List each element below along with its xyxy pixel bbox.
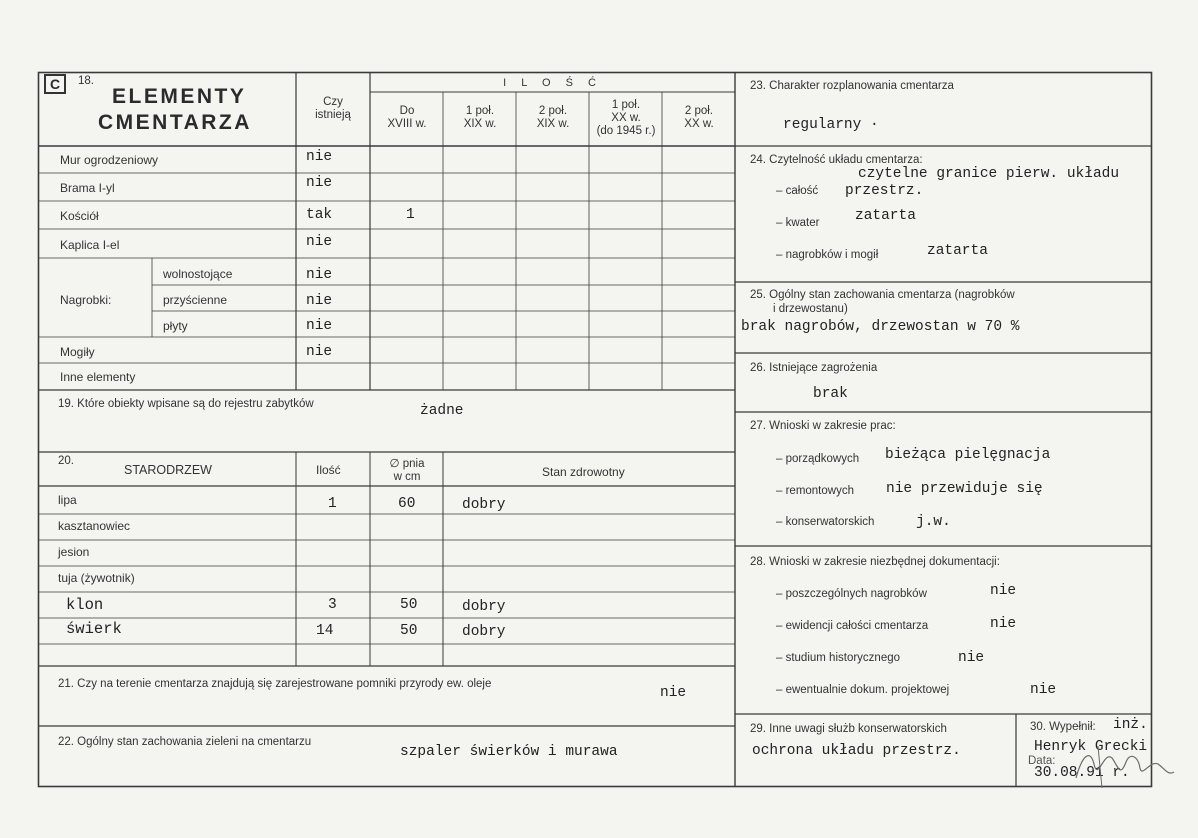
tree-count: 1 — [328, 496, 337, 512]
tree-count: 14 — [316, 623, 334, 639]
q28-item-label: – ewentualnie dokum. projektowej — [776, 684, 950, 696]
period-header-xix-2: 2 poł. XIX w. — [536, 105, 570, 131]
q28-item-label: – poszczególnych nagrobków — [776, 588, 927, 600]
q29-value: ochrona układu przestrz. — [752, 743, 961, 759]
q27-item-label: – porządkowych — [776, 453, 860, 465]
q27-item-label: – konserwatorskich — [776, 516, 875, 528]
q30-date: 30.08.91 r. — [1034, 765, 1130, 781]
q24-quarters-value: zatarta — [855, 208, 916, 224]
tree-health: dobry — [462, 599, 506, 615]
q24-label: 24. Czytelność układu cmentarza: — [750, 154, 923, 166]
element-label: Kościół — [60, 209, 99, 223]
tree-name: jesion — [58, 545, 90, 559]
tree-name: lipa — [58, 493, 77, 507]
period-header-xix-1: 1 poł. XIX w. — [463, 105, 497, 131]
element-exists: nie — [306, 318, 333, 334]
q28-item-value: nie — [958, 650, 985, 666]
q22-label: 22. Ogólny stan zachowania zieleni na cmentarzu — [58, 736, 312, 748]
element-count: 1 — [406, 207, 415, 223]
q27-item-label: – remontowych — [776, 485, 854, 497]
element-label: przyścienne — [163, 293, 228, 307]
q19-label: 19. Które obiekty wpisane są do rejestru zabytków — [58, 398, 314, 410]
q27-label: 27. Wnioski w zakresie prac: — [750, 420, 896, 432]
q24-graves-label: – nagrobków i mogił — [776, 249, 879, 261]
q28-item-value: nie — [990, 583, 1017, 599]
q24-whole-label: – całość — [776, 185, 819, 197]
tree-health: dobry — [462, 624, 506, 640]
q29-label: 29. Inne uwagi służb konserwatorskich — [750, 723, 947, 735]
q27-item-value: j.w. — [916, 514, 951, 530]
tree-diameter: 60 — [398, 496, 416, 512]
q27-item-value: nie przewiduje się — [886, 481, 1043, 497]
q21-value: nie — [660, 685, 687, 701]
section-18-title-line2: CMENTARZA — [98, 111, 252, 134]
q30-name: Henryk Grecki — [1034, 739, 1148, 755]
q24-value-line1: czytelne granice pierw. układu — [858, 166, 1120, 182]
element-exists: nie — [306, 267, 333, 283]
period-header-xx-1: 1 poł. XX w. (do 1945 r.) — [596, 99, 656, 138]
tree-health: dobry — [462, 497, 506, 513]
element-exists: nie — [306, 293, 333, 309]
element-exists: nie — [306, 175, 333, 191]
q28-label: 28. Wnioski w zakresie niezbędnej dokumentacji: — [750, 556, 1000, 568]
q28-item-value: nie — [1030, 682, 1057, 698]
tree-diameter: 50 — [400, 623, 418, 639]
q25-label-line1: 25. Ogólny stan zachowania cmentarza (nagrobków — [750, 289, 1015, 301]
q27-item-value: bieżąca pielęgnacja — [885, 447, 1051, 463]
q22-value: szpaler świerków i murawa — [400, 744, 618, 760]
quantity-header: I L O Ś Ć — [503, 77, 602, 89]
q24-graves-value: zatarta — [927, 243, 988, 259]
card-code: C — [44, 74, 66, 94]
element-label: Inne elementy — [60, 370, 136, 384]
tree-name: kasztanowiec — [58, 519, 131, 533]
q24-whole-value: przestrz. — [845, 183, 924, 199]
handwritten-signature — [1068, 738, 1178, 796]
q28-item-label: – studium historycznego — [776, 652, 901, 664]
tree-name: klon — [66, 596, 104, 614]
q23-label: 23. Charakter rozplanowania cmentarza — [750, 80, 954, 92]
tree-name: świerk — [66, 620, 122, 638]
nagrobki-label: Nagrobki: — [60, 293, 112, 307]
element-label: płyty — [163, 319, 188, 333]
trees-diameter-header: ∅ pnia w cm — [389, 458, 425, 484]
q28-item-label: – ewidencji całości cmentarza — [776, 620, 929, 632]
element-label: Kaplica I-el — [60, 238, 120, 252]
section-18-number: 18. — [78, 75, 94, 87]
element-exists: nie — [306, 149, 333, 165]
q25-value: brak nagrobów, drzewostan w 70 % — [741, 319, 1020, 335]
q21-label: 21. Czy na terenie cmentarza znajdują się zarejestrowane pomniki przyrody ew. oleje — [58, 678, 492, 690]
q25-label-line2: i drzewostanu) — [773, 303, 848, 315]
element-exists: nie — [306, 344, 333, 360]
trees-title: STARODRZEW — [124, 463, 212, 477]
tree-diameter: 50 — [400, 597, 418, 613]
q23-value: regularny · — [783, 117, 879, 133]
section-18-title-line1: ELEMENTY — [112, 85, 247, 108]
exists-column-header: Czy istnieją — [315, 96, 351, 122]
tree-name: tuja (żywotnik) — [58, 571, 135, 585]
q28-item-value: nie — [990, 616, 1017, 632]
period-header-xx-2: 2 poł. XX w. — [684, 105, 714, 131]
tree-count: 3 — [328, 597, 337, 613]
element-label: Mur ogrodzeniowy — [60, 153, 159, 167]
q26-label: 26. Istniejące zagrożenia — [750, 362, 878, 374]
q30-date-label: Data: — [1028, 755, 1056, 767]
q26-value: brak — [813, 386, 848, 402]
element-exists: nie — [306, 234, 333, 250]
q19-value: żadne — [420, 403, 464, 419]
trees-count-header: Ilość — [316, 463, 341, 477]
element-exists: tak — [306, 207, 333, 223]
element-label: Brama I-yl — [60, 181, 115, 195]
trees-health-header: Stan zdrowotny — [542, 465, 625, 479]
q30-title: inż. — [1113, 717, 1148, 733]
period-header-xviii: Do XVIII w. — [387, 105, 427, 131]
q30-label: 30. Wypełnił: — [1030, 721, 1096, 733]
element-label: Mogiły — [60, 345, 95, 359]
section-20-number: 20. — [58, 455, 74, 467]
element-label: wolnostojące — [163, 267, 233, 281]
q24-quarters-label: – kwater — [776, 217, 820, 229]
